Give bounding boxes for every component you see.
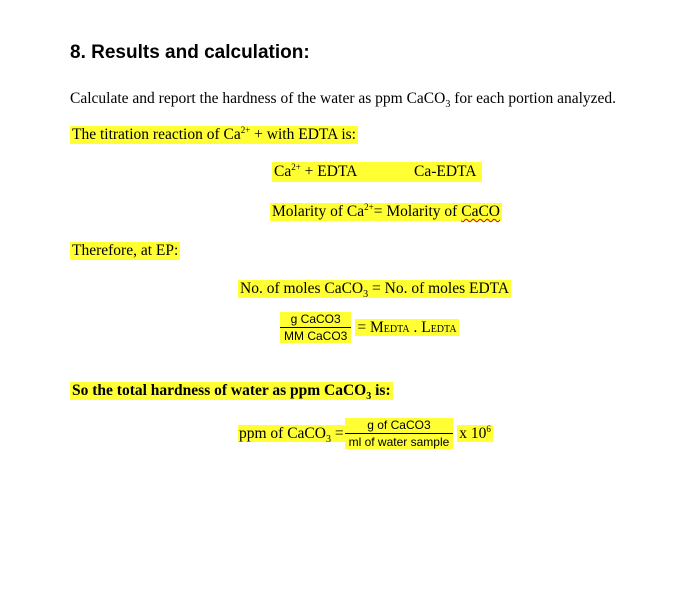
ppm-equation (238, 418, 493, 458)
ratio-denominator: MM CaCO3 (284, 329, 348, 343)
reaction-reactants: $Ca^{2+}$ + EDTA (274, 161, 358, 180)
total-hardness-heading: So the total hardness of water as ppm CaCO$_3$ is: (72, 382, 391, 403)
ratio-numerator: g CaCO3 (280, 312, 351, 328)
ratio-fraction (280, 312, 351, 343)
ppm-label: ppm of CaCO$_3$ = (239, 424, 344, 445)
ratio-rhs: = MEDTA . LEDTA (357, 318, 457, 336)
ppm-multiplier: x $10^6$ (459, 423, 491, 442)
titration-text: The titration reaction of $Ca^{2+}$ + with EDTA is: (72, 124, 356, 143)
intro-text: Calculate and report the hardness of the water as ppm CaCO$_3$ for each portion analyzed. (70, 90, 617, 111)
ppm-fraction (345, 418, 454, 449)
reaction-equation (272, 162, 482, 182)
ppm-denominator: ml of water sample (348, 435, 450, 449)
therefore-text: Therefore, at EP: (72, 242, 179, 259)
ratio-equation (280, 312, 459, 352)
section-heading: 8. Results and calculation: (70, 42, 310, 63)
ppm-numerator: g of CaCO3 (345, 418, 454, 434)
molarity-equation: Molarity of $Ca^{2+}=$ Molarity of CaCO (272, 201, 500, 220)
moles-equation: No. of moles CaCO$_3$ = No. of moles EDTA (240, 280, 510, 301)
reaction-product: Ca-EDTA (414, 163, 477, 180)
